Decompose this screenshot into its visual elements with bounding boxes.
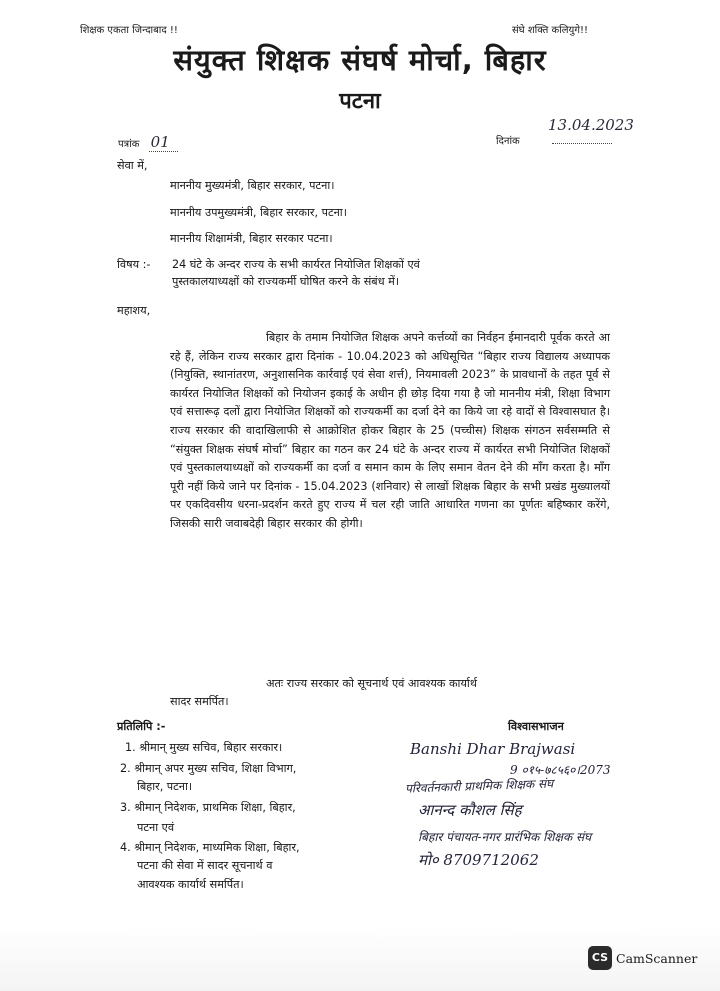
- copy-item-4-cont: पटना की सेवा में सादर सूचनार्थ व: [137, 859, 273, 872]
- camscanner-brand: CamScanner: [616, 951, 698, 966]
- organization-name: संयुक्त शिक्षक संघर्ष मोर्चा, बिहार: [173, 43, 547, 77]
- signature-name-2: आनन्द कौशल सिंह: [418, 801, 522, 819]
- copy-item-2: 2. श्रीमान् अपर मुख्य सचिव, शिक्षा विभाग,: [120, 762, 297, 775]
- slogan-right: संघे शक्ति कलियुगे!!: [512, 25, 588, 36]
- city-name: पटना: [339, 89, 381, 114]
- copy-label: प्रतिलिपि :-: [117, 720, 166, 733]
- closing-line-1: अतः राज्य सरकार को सूचनार्थ एवं आवश्यक कार्यार्थ: [266, 677, 477, 690]
- subject-line-2: पुस्तकालयाध्यक्षों को राज्यकर्मी घोषित करने के संबंध में।: [172, 275, 400, 288]
- ref-value: 01: [149, 133, 178, 152]
- slogan-left: शिक्षक एकता जिन्दाबाद !!: [80, 25, 178, 36]
- signature-org-1: परिवर्तनकारी प्राथमिक शिक्षक संघ: [404, 776, 554, 796]
- camscanner-logo-icon: CS: [588, 946, 612, 970]
- yours-faithfully-label: विश्वासभाजन: [508, 720, 564, 733]
- closing-line-2: सादर समर्पित।: [170, 695, 229, 708]
- body-paragraph: बिहार के तमाम नियोजित शिक्षक अपने कर्त्तव्यों का निर्वहन ईमानदारी पूर्वक करते आ रहे हैं, लेकिन राज्य सरकार द्वारा दिनांक - 10.04.2023 को अधिसूचित “बिहार राज्य विद्यालय अध्यापक (नियुक्ति, स्थानांतरण, अनुशासनिक कार्रवाई एवं सेवा शर्त्त), नियमावली 2023” के प्रावधानों के तहत पूर्व से कार्यरत नियोजित शिक्षकों को नियोजन इकाई के अधीन ही छोड़ दिया गया है जो माननीय मंत्री, शिक्षा विभाग एवं सत्तारूढ़ दलों द्वारा नियोजित शिक्षकों को राज्यकर्मी का दर्जा देने का किये जा रहे वादों से विश्वासघात है। राज्य सरकार की वादाखिलाफी से आक्रोशित होकर बिहार के 25 (पच्चीस) शिक्षक संगठन सर्वसम्मति से “संयुक्त शिक्षक संघर्ष मोर्चा” बिहार का गठन कर 24 घंटे के अन्दर राज्य में कार्यरत सभी नियोजित शिक्षकों एवं पुस्तकालयाध्यक्षों को राज्यकर्मी का दर्जा व समान काम के लिए समान वेतन देने की माँग करता है। माँग पूरी नहीं किये जाने पर दिनांक - 15.04.2023 (शनिवार) से लाखों शिक्षक बिहार के सभी प्रखंड मुख्यालयों पर एकदिवसीय धरना-प्रदर्शन करते हुए राज्य में चल रही जाति आधारित गणना का पूर्णतः बहिष्कार करेंगे, जिसकी सारी जवाबदेही बिहार सरकार की होगी।: [170, 331, 610, 530]
- ref-label: पत्रांक: [118, 139, 140, 150]
- copy-item-3-cont: पटना एवं: [137, 821, 175, 834]
- subject-label: विषय :-: [117, 258, 151, 271]
- copy-item-4: 4. श्रीमान् निदेशक, माध्यमिक शिक्षा, बिहार,: [120, 841, 300, 854]
- signature-name: Banshi Dhar Brajwasi: [410, 740, 576, 758]
- reference-number: [118, 133, 178, 151]
- signature-org-2: बिहार पंचायत-नगर प्रारंभिक शिक्षक संघ: [418, 830, 592, 844]
- date-label: दिनांक: [496, 136, 520, 147]
- salutation: महाशय,: [117, 304, 151, 317]
- copy-item-4-end: आवश्यक कार्यार्थ समर्पित।: [137, 878, 244, 891]
- date-dotted-line: [552, 143, 612, 144]
- addressee-cm: माननीय मुख्यमंत्री, बिहार सरकार, पटना।: [170, 179, 335, 192]
- date-value: 13.04.2023: [548, 116, 634, 134]
- signature-phone-1: 9 ०१५-७८५६०।2073: [510, 763, 611, 777]
- copy-item-1: 1. श्रीमान् मुख्य सचिव, बिहार सरकार।: [125, 741, 283, 754]
- copy-item-2-cont: बिहार, पटना।: [137, 780, 193, 793]
- subject-line-1: 24 घंटे के अन्दर राज्य के सभी कार्यरत नियोजित शिक्षकों एवं: [172, 258, 420, 271]
- to-line: सेवा में,: [117, 159, 148, 172]
- signature-phone-2: मो० 8709712062: [418, 851, 539, 869]
- copy-item-3: 3. श्रीमान् निदेशक, प्राथमिक शिक्षा, बिहार,: [120, 801, 296, 814]
- scanner-footer: [0, 924, 720, 991]
- addressee-dcm: माननीय उपमुख्यमंत्री, बिहार सरकार, पटना।: [170, 206, 347, 219]
- addressee-edu-minister: माननीय शिक्षामंत्री, बिहार सरकार पटना।: [170, 232, 333, 245]
